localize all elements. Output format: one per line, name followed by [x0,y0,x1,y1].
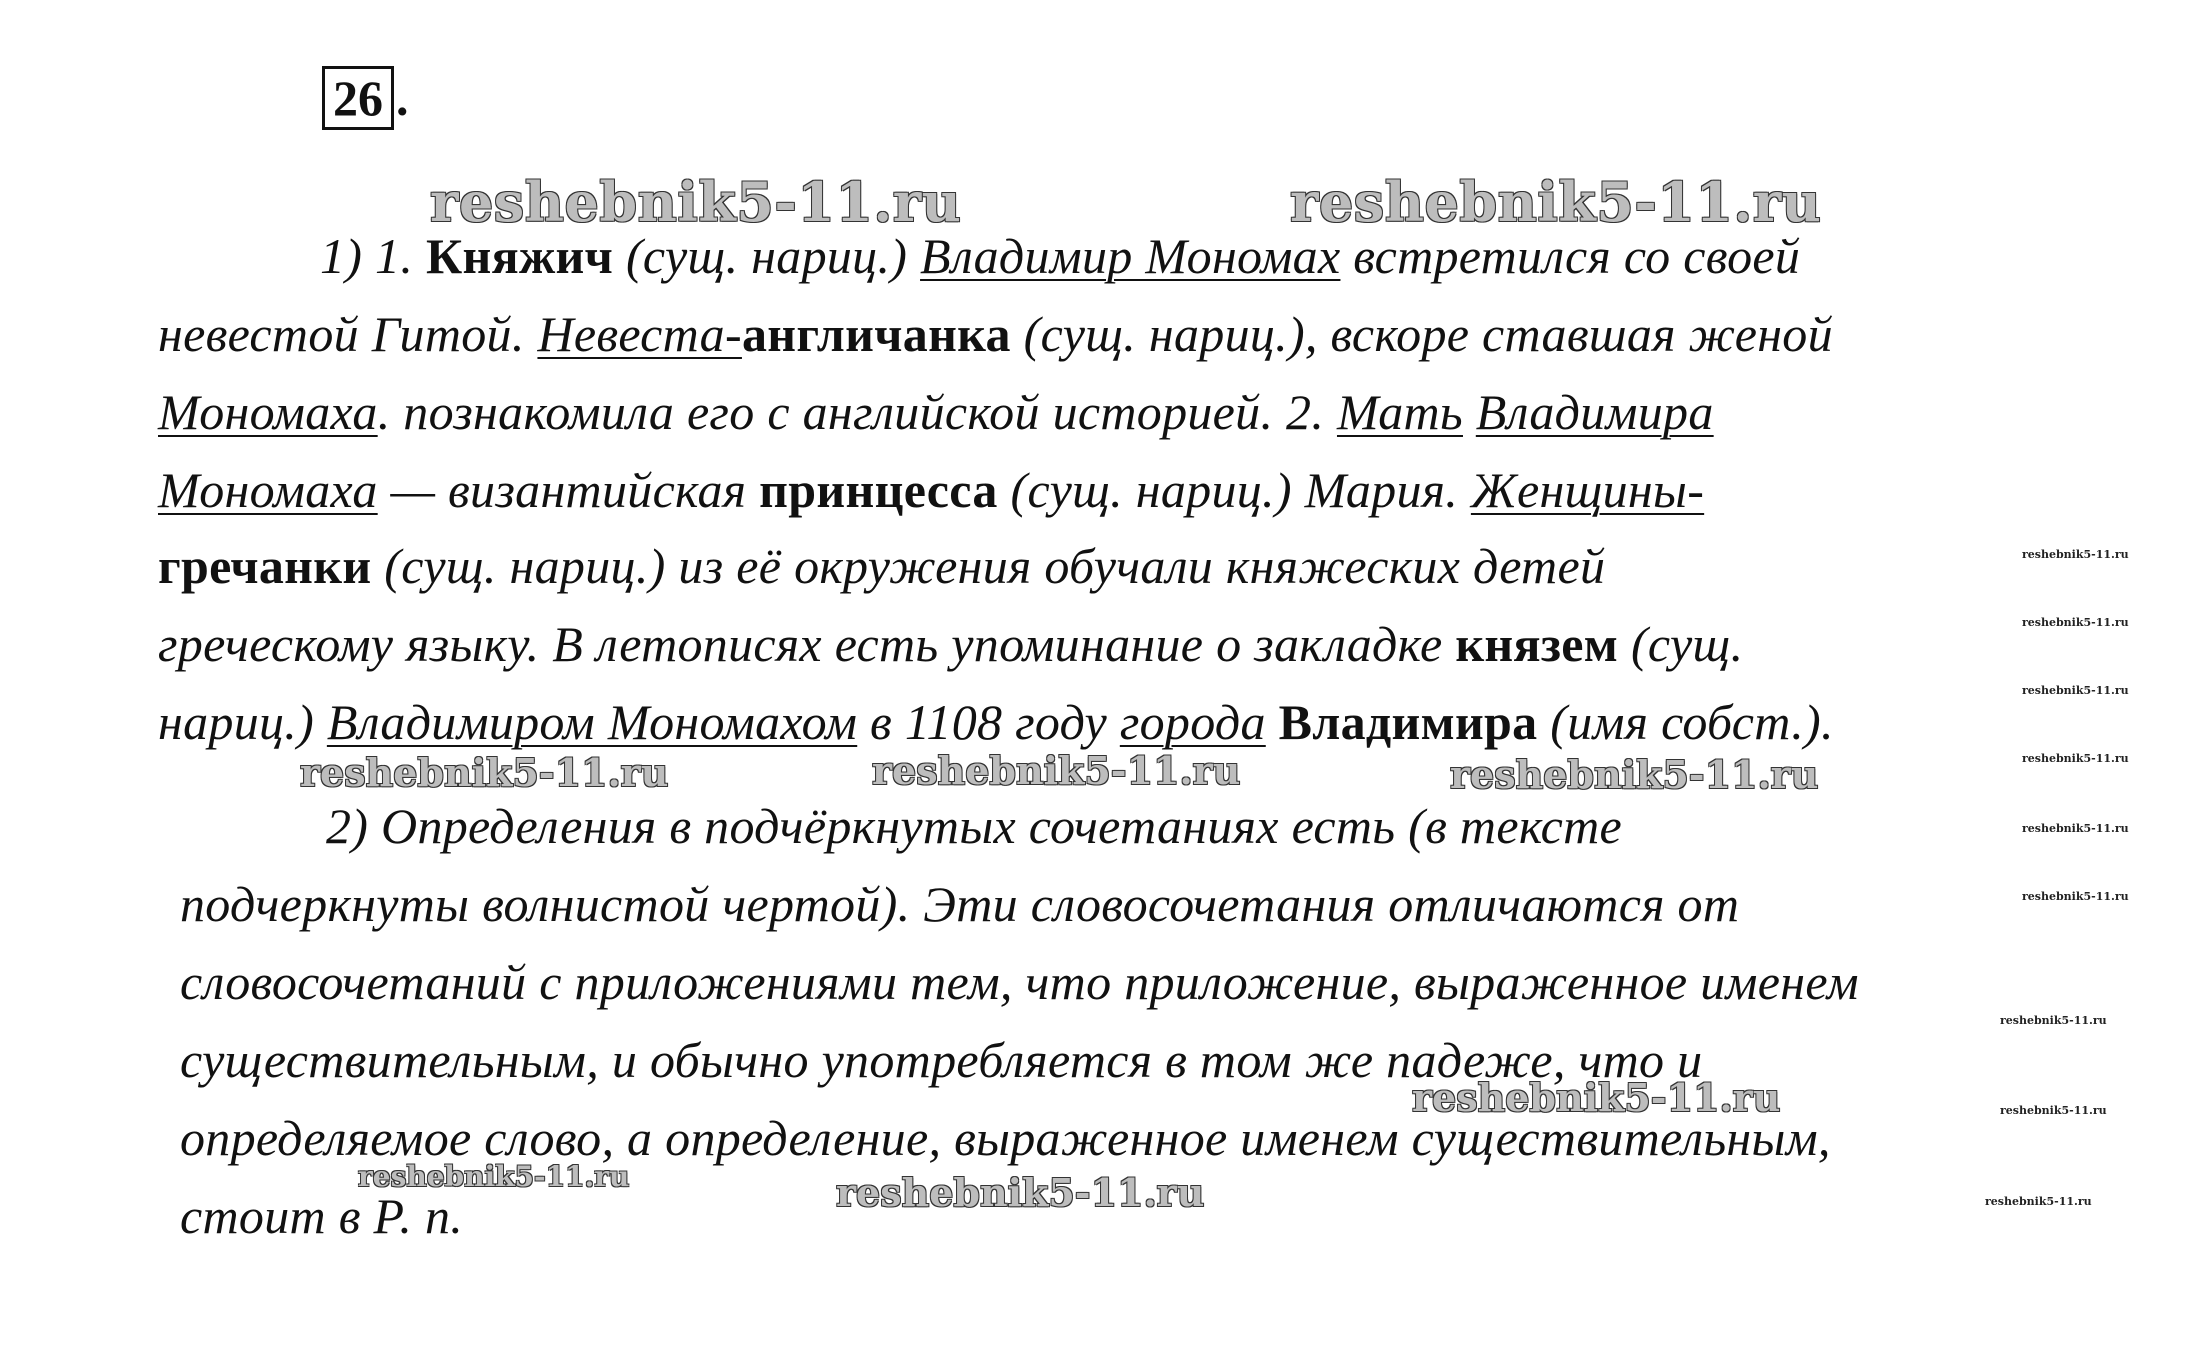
task-number-dot: . [396,70,409,126]
text-span: 1) 1. [320,228,426,284]
watermark-logo: reshebnik5-11.ru [2022,616,2129,629]
text-span: нариц.) [158,694,327,750]
underlined-phrase: Владимир Мономах [920,228,1341,284]
para2-line-2: подчеркнуты волнистой чертой). Эти словосочетания отличаются от [180,876,1740,932]
para1-line-7 [158,692,1834,752]
watermark-logo: reshebnik5-11.ru [300,750,669,795]
text-span: (имя собст.). [1537,694,1834,750]
bold-term: Княжич [425,228,614,284]
watermark-logo: reshebnik5-11.ru [2022,822,2129,835]
underlined-phrase: Владимира [1475,384,1714,440]
watermark-logo: reshebnik5-11.ru [1450,752,1819,797]
watermark-logo: reshebnik5-11.ru [836,1170,1205,1215]
para1-line-6 [158,614,1743,674]
watermark-logo: reshebnik5-11.ru [2022,890,2129,903]
underlined-phrase: Владимиром Мономахом [326,694,858,750]
underlined-phrase: города [1119,694,1266,750]
text-span: (сущ. нариц.), вскоре ставшая женой [1010,306,1833,362]
para1-line-2 [158,304,1833,364]
watermark-logo: reshebnik5-11.ru [872,748,1241,793]
watermark-logo: reshebnik5-11.ru [2022,684,2129,697]
underlined-phrase: Мать [1336,384,1463,440]
watermark-logo: reshebnik5-11.ru [358,1160,630,1193]
text-span: . познакомила его с английской историей. 2. [377,384,1337,440]
text-span [1266,694,1279,750]
watermark-logo: reshebnik5-11.ru [430,170,962,234]
text-span: (сущ. нариц.) Мария. [997,462,1471,518]
text-span: в 1108 году [857,694,1120,750]
para2-line-6: стоит в Р. п. [180,1188,464,1244]
underlined-phrase: Мономаха [158,462,378,518]
text-span: — византийская [377,462,760,518]
bold-term: князем [1455,616,1619,672]
bold-term: англичанка [741,306,1011,362]
watermark-logo: reshebnik5-11.ru [2022,752,2129,765]
para1-line-5 [158,536,1605,596]
watermark-logo: reshebnik5-11.ru [2000,1014,2107,1027]
bold-term: Владимира [1278,694,1538,750]
underlined-phrase: Невеста- [537,306,742,362]
text-span [1463,384,1476,440]
para2-line-5: определяемое слово, а определение, выраженное именем существительным, [180,1110,1831,1166]
watermark-logo: reshebnik5-11.ru [1412,1075,1781,1120]
para1-line-3 [158,382,1714,442]
para2-line-1: 2) Определения в подчёркнутых сочетаниях есть (в тексте [326,798,1622,854]
para1-line-4 [158,460,1704,520]
text-span: невестой Гитой. [158,306,538,362]
bold-term: гречанки [158,538,372,594]
text-span: (сущ. нариц.) [613,228,921,284]
para1-line-1 [320,226,1800,286]
para2-line-4: существительным, и обычно употребляется в том же падеже, что и [180,1032,1703,1088]
text-span: встретился со своей [1340,228,1801,284]
text-span: греческому языку. В летописях есть упоминание о закладке [158,616,1456,672]
bold-term: принцесса [759,462,998,518]
watermark-logo: reshebnik5-11.ru [1290,170,1822,234]
task-number [322,66,409,130]
watermark-logo: reshebnik5-11.ru [2022,548,2129,561]
para2-line-3: словосочетаний с приложениями тем, что приложение, выраженное именем [180,954,1859,1010]
task-number-box: 26 [322,66,394,130]
watermark-logo: reshebnik5-11.ru [1985,1195,2092,1208]
underlined-phrase: Женщины- [1470,462,1705,518]
text-span: (сущ. [1618,616,1744,672]
watermark-logo: reshebnik5-11.ru [2000,1104,2107,1117]
text-span: (сущ. нариц.) из её окружения обучали княжеских детей [371,538,1606,594]
underlined-phrase: Мономаха [158,384,378,440]
